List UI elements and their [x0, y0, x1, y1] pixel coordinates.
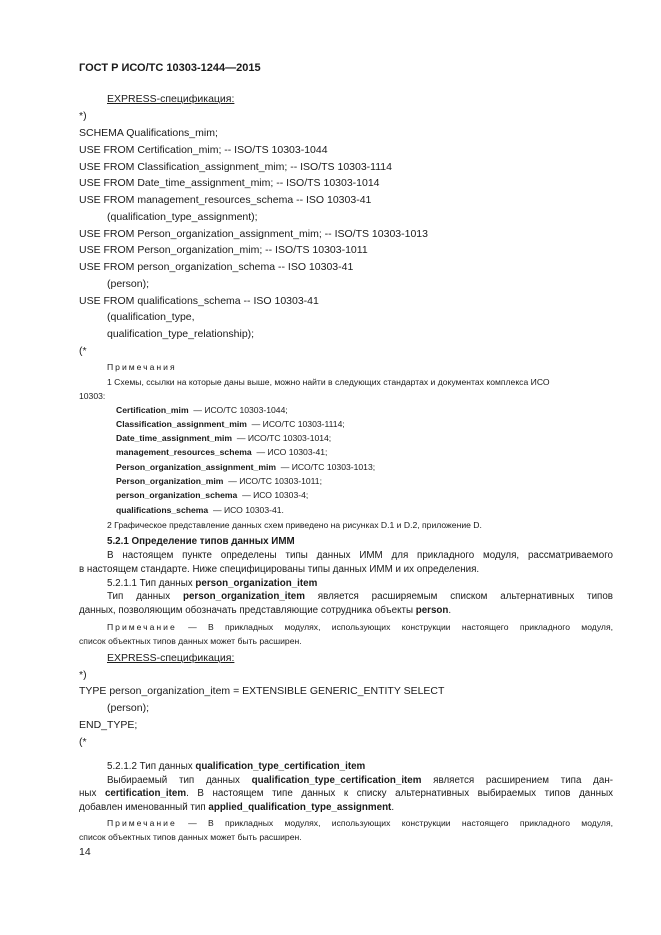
paragraph-line: Тип данных person_organization_item является расширяемым списком альтернативных типов [107, 591, 613, 602]
paragraph-line: данных, позволяющим обозначать представляющие сотрудника объекты person. [79, 605, 452, 616]
ref-list-item: Person_organization_mim — ИСО/ТС 10303-1011; [116, 476, 322, 486]
note-text-cont: список объектных типов данных может быть расширен. [79, 832, 302, 842]
subsection-title: 5.2.1.2 Тип данных qualification_type_certification_item [107, 761, 366, 772]
paragraph-line: в настоящем стандарте. Ниже специфицированы типы данных ИММ и их определения. [79, 564, 480, 575]
section-title: 5.2.1 Определение типов данных ИММ [107, 536, 295, 547]
note-2-text: 2 Графическое представление данных схем приведено на рисунках D.1 и D.2, приложение D. [107, 520, 482, 530]
ref-list-item: qualifications_schema — ИСО 10303-41. [116, 505, 284, 515]
paragraph-line: Выбираемый тип данных qualification_type_certification_item является расширением типа дан- [107, 775, 613, 786]
comment-close: (* [79, 736, 87, 748]
paragraph-line: В настоящем пункте определены типы данных ИММ для прикладного модуля, рассматриваемого [107, 550, 613, 561]
code-line: (qualification_type_assignment); [107, 211, 258, 223]
code-line: END_TYPE; [79, 719, 138, 731]
code-line: USE FROM Certification_mim; -- ISO/TS 10303-1044 [79, 144, 328, 156]
page-number: 14 [79, 846, 91, 858]
note-1-text: 1 Схемы, ссылки на которые даны выше, можно найти в следующих стандартах и документах комплекса ИСО [107, 377, 550, 387]
code-line: USE FROM Person_organization_assignment_mim; -- ISO/TS 10303-1013 [79, 228, 428, 240]
paragraph-line: добавлен именованный тип applied_qualification_type_assignment. [79, 802, 395, 813]
ref-list-item: Date_time_assignment_mim — ИСО/ТС 10303-1014; [116, 433, 332, 443]
code-line: (person); [107, 278, 150, 290]
ref-list-item: Certification_mim — ИСО/ТС 10303-1044; [116, 405, 288, 415]
paragraph-line: ных certification_item. В настоящем типе данных к списку альтернативных выбираемых типов данных [79, 788, 614, 799]
subsection-title: 5.2.1.1 Тип данных person_organization_item [107, 578, 318, 589]
express-heading: EXPRESS-спецификация: [107, 93, 235, 105]
code-line: USE FROM Person_organization_mim; -- ISO/TS 10303-1011 [79, 244, 368, 256]
code-line: TYPE person_organization_item = EXTENSIBLE GENERIC_ENTITY SELECT [79, 685, 445, 697]
code-line: USE FROM person_organization_schema -- ISO 10303-41 [79, 261, 354, 273]
express-heading: EXPRESS-спецификация: [107, 652, 235, 664]
code-line: SCHEMA Qualifications_mim; [79, 127, 218, 139]
code-line: USE FROM management_resources_schema -- ISO 10303-41 [79, 194, 372, 206]
comment-close: (* [79, 345, 87, 357]
code-line: qualification_type_relationship); [107, 328, 255, 340]
note-text-cont: список объектных типов данных может быть расширен. [79, 636, 302, 646]
comment-open: *) [79, 669, 87, 681]
ref-list-item: Person_organization_assignment_mim — ИСО/ТС 10303-1013; [116, 462, 376, 472]
code-line: USE FROM Classification_assignment_mim; -- ISO/TS 10303-1114 [79, 161, 392, 173]
code-line: USE FROM qualifications_schema -- ISO 10303-41 [79, 295, 319, 307]
ref-list-item: Classification_assignment_mim — ИСО/ТС 10303-1114; [116, 419, 345, 429]
code-line: (qualification_type, [107, 311, 195, 323]
note-text: Примечание — В прикладных модулях, использующих конструкции настоящего прикладного модуля, [107, 818, 613, 828]
notes-label: Примечания [107, 362, 177, 372]
note-text: Примечание — В прикладных модулях, использующих конструкции настоящего прикладного модуля, [107, 622, 613, 632]
code-line: USE FROM Date_time_assignment_mim; -- ISO/TS 10303-1014 [79, 177, 380, 189]
ref-list-item: management_resources_schema — ИСО 10303-41; [116, 447, 328, 457]
comment-open: *) [79, 110, 87, 122]
document-header: ГОСТ Р ИСО/ТС 10303-1244—2015 [79, 62, 261, 74]
code-line: (person); [107, 702, 150, 714]
ref-list-item: person_organization_schema — ИСО 10303-4; [116, 490, 309, 500]
note-1-text-cont: 10303: [79, 391, 106, 401]
